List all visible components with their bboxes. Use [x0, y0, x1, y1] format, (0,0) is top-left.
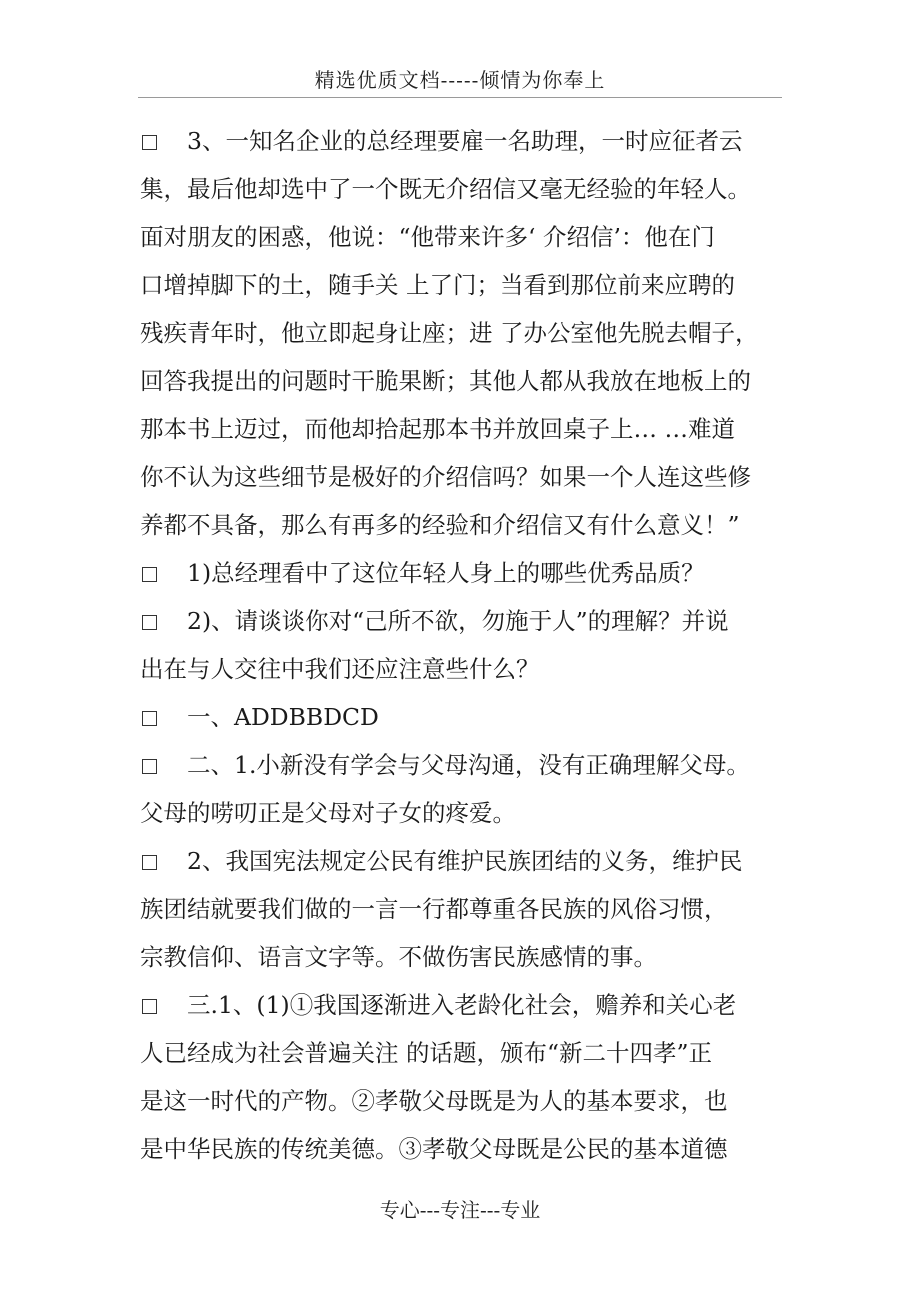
- text-line: [140, 645, 774, 693]
- page-footer: 专心---专注---专业: [379, 1198, 541, 1222]
- line-text: 出在与人交往中我们还应注意些什么？: [140, 655, 540, 683]
- text-line: [140, 597, 774, 645]
- line-text: 3、一知名企业的总经理要雇一名助理，一时应征者云: [187, 127, 743, 155]
- text-line: [140, 1077, 774, 1125]
- line-text: 你不认为这些细节是极好的介绍信吗？如果一个人连这些修: [140, 463, 751, 491]
- text-line: [140, 117, 774, 165]
- text-line: [140, 1029, 774, 1077]
- line-text: 那本书上迈过，而他却拾起那本书并放回桌子上… …难道: [140, 415, 735, 443]
- line-text: 2、我国宪法规定公民有维护民族团结的义务，维护民: [187, 847, 743, 875]
- line-text: 集，最后他却选中了一个既无介绍信又毫无经验的年轻人。: [140, 175, 751, 203]
- text-line: [140, 405, 774, 453]
- line-text: 口增掉脚下的土，随手关 上了门；当看到那位前来应聘的: [140, 271, 735, 299]
- text-line: [140, 885, 774, 933]
- line-text: 一、ADDBBDCD: [187, 703, 379, 731]
- text-line: [140, 549, 774, 597]
- text-line: [140, 453, 774, 501]
- checkbox-icon: [142, 855, 157, 870]
- checkbox-icon: [142, 711, 157, 726]
- checkbox-icon: [142, 135, 157, 150]
- text-line: [140, 693, 774, 741]
- text-line: [140, 933, 774, 981]
- line-text: 养都不具备，那么有再多的经验和介绍信又有什么意义！”: [140, 511, 740, 539]
- text-line: [140, 501, 774, 549]
- line-text: 是中华民族的传统美德。③孝敬父母既是公民的基本道德: [140, 1135, 728, 1163]
- text-line: [140, 309, 774, 357]
- text-line: [140, 741, 774, 789]
- text-line: [140, 261, 774, 309]
- page-header: 精选优质文档-----倾情为你奉上: [314, 68, 606, 92]
- text-line: [140, 981, 774, 1029]
- line-text: 残疾青年时，他立即起身让座；进 了办公室他先脱去帽子，: [140, 319, 759, 347]
- checkbox-icon: [142, 759, 157, 774]
- line-text: 父母的唠叨正是父母对子女的疼爱。: [140, 799, 516, 827]
- line-text: 人已经成为社会普遍关注 的话题，颁布“新二十四孝”正: [140, 1039, 712, 1067]
- text-line: [140, 213, 774, 261]
- text-line: [140, 165, 774, 213]
- line-text: 二、1.小新没有学会与父母沟通，没有正确理解父母。: [187, 751, 750, 779]
- line-text: 面对朋友的困惑，他说：“他带来许多‘ 介绍信’：他在门: [140, 223, 715, 251]
- header-divider: [138, 97, 782, 98]
- line-text: 三.1、(1)①我国逐渐进入老龄化社会，赡养和关心老: [187, 991, 737, 1019]
- text-line: [140, 1125, 774, 1173]
- line-text: 是这一时代的产物。②孝敬父母既是为人的基本要求，也: [140, 1087, 728, 1115]
- text-line: [140, 789, 774, 837]
- line-text: 1)总经理看中了这位年轻人身上的哪些优秀品质？: [187, 559, 705, 587]
- line-text: 回答我提出的问题时干脆果断；其他人都从我放在地板上的: [140, 367, 751, 395]
- checkbox-icon: [142, 567, 157, 582]
- text-line: [140, 837, 774, 885]
- checkbox-icon: [142, 615, 157, 630]
- line-text: 族团结就要我们做的一言一行都尊重各民族的风俗习惯，: [140, 895, 728, 923]
- checkbox-icon: [142, 999, 157, 1014]
- line-text: 宗教信仰、语言文字等。不做伤害民族感情的事。: [140, 943, 657, 971]
- line-text: 2)、请谈谈你对“己所不欲，勿施于人”的理解？并说: [187, 607, 729, 635]
- document-body: [140, 117, 774, 1173]
- text-line: [140, 357, 774, 405]
